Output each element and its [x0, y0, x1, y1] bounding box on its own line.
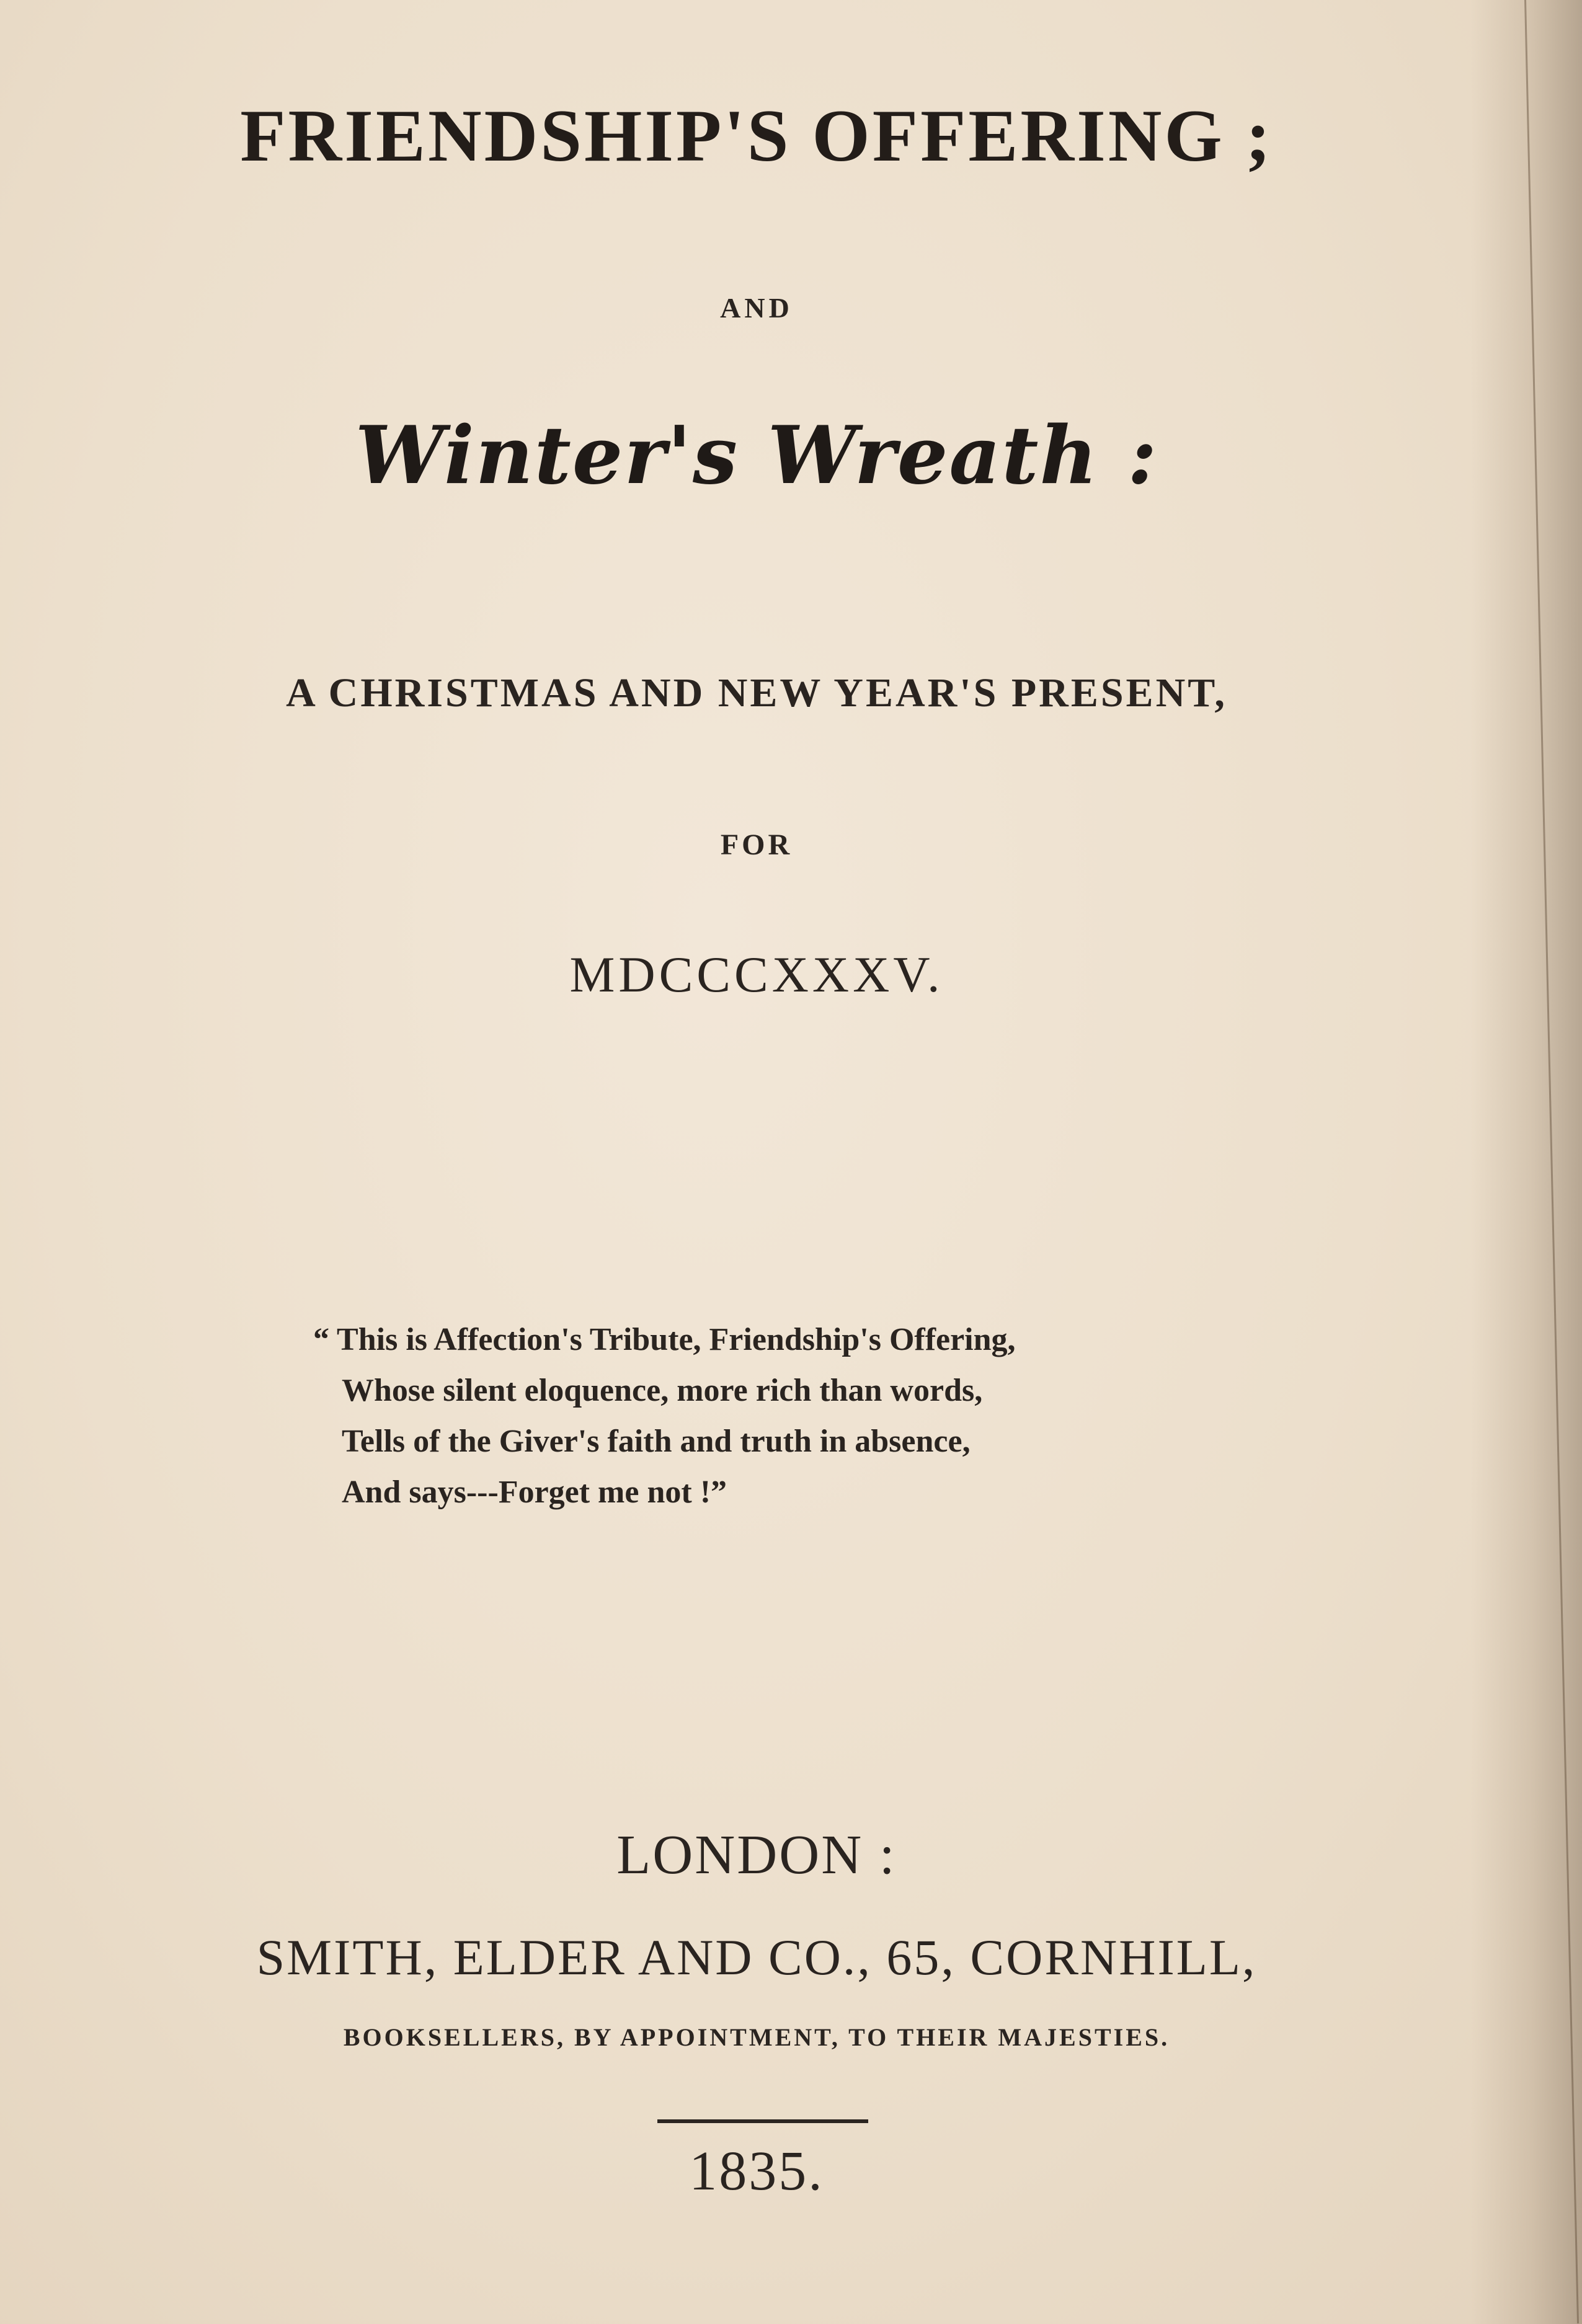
book-subtitle: Winter's Wreath : — [355, 409, 1158, 502]
epigraph-line: Whose silent eloquence, more rich than words, — [342, 1373, 983, 1408]
imprint-publisher: SMITH, ELDER AND CO., 65, CORNHILL, — [256, 1929, 1257, 1985]
epigraph-line: Tells of the Giver's faith and truth in absence, — [342, 1424, 971, 1459]
epigraph — [313, 1315, 1243, 1518]
epigraph-line: And says---Forget me not !” — [342, 1475, 727, 1510]
title-conjunction: AND — [720, 292, 793, 324]
imprint-city: LONDON : — [616, 1824, 897, 1886]
epigraph-line: “ This is Affection's Tribute, Friendship's Offering, — [313, 1322, 1016, 1357]
divider-rule — [657, 2119, 868, 2123]
book-description: A CHRISTMAS AND NEW YEAR'S PRESENT, — [286, 670, 1227, 716]
for-label: FOR — [720, 828, 793, 861]
roman-year: MDCCCXXXV. — [569, 946, 944, 1003]
imprint-booksellers: BOOKSELLERS, BY APPOINTMENT, TO THEIR MAJESTIES. — [343, 2023, 1170, 2051]
book-title: FRIENDSHIP'S OFFERING ; — [240, 94, 1273, 177]
imprint-year: 1835. — [689, 2140, 824, 2202]
